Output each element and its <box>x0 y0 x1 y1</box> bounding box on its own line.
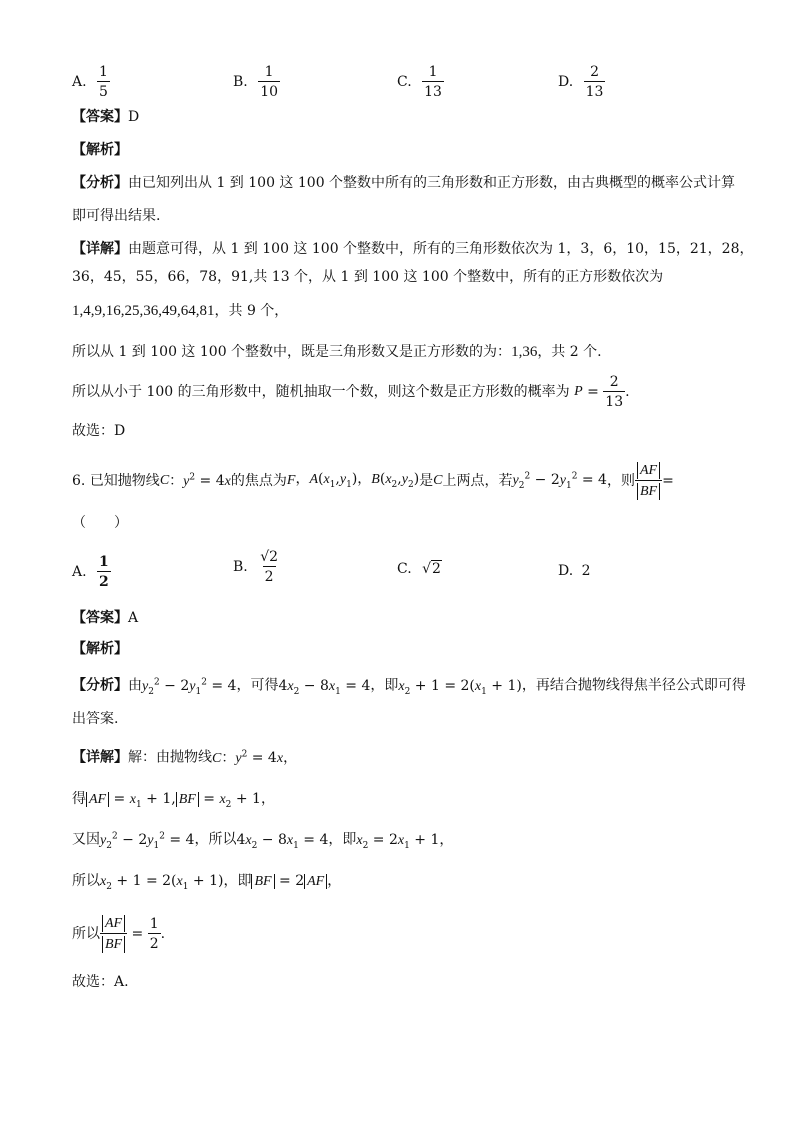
answer-value: D <box>128 109 140 125</box>
fraction <box>258 549 280 585</box>
fraction <box>584 64 606 100</box>
denominator: 13 <box>422 81 444 100</box>
radicand: 2 <box>432 561 441 577</box>
fraction <box>603 374 625 410</box>
q6-fenxi-line2 <box>72 712 118 726</box>
xiangjie-text: 36，45，55，66，78，91,共 13 个，从 1 到 100 这 100 个整数中，所有的正方形数依次为 <box>72 269 664 285</box>
text: ，可得 <box>236 677 279 694</box>
option-label: D. <box>558 563 574 579</box>
prob-symbol: P <box>574 384 583 400</box>
text: 解：由抛物线 <box>128 749 212 766</box>
jiexi-tag: 【解析】 <box>72 641 128 657</box>
answer-tag: 【答案】 <box>72 610 128 626</box>
sqrt-expression: √2 <box>422 561 441 577</box>
q5-answer <box>72 110 139 124</box>
option-label: B. <box>233 559 248 576</box>
stem-text: 的焦点为 <box>230 473 287 490</box>
q6-fenxi-line1: 【分析】由$y_2^2 - 2y_1^2 = 4$，可得$4x_2 - 8x_1 = 4$，即$x_2 + 1 = 2(x_1 + 1)$，再结合抛物线得焦半径公式即可得 <box>72 677 746 697</box>
q5-option-c <box>397 64 444 100</box>
result-fraction: $\frac{1}{2}$ <box>149 916 159 953</box>
q5-fenxi-line1 <box>72 176 735 190</box>
q6-option-a <box>72 554 111 590</box>
fraction <box>97 64 110 100</box>
option-label: C. <box>397 74 412 91</box>
denominator: 13 <box>584 81 606 100</box>
xiangjie-text: ，共 9 个， <box>214 303 289 319</box>
q6-xiangjie-line4: 所以$x_2 + 1 = 2(x_1 + 1)$，即 BF = 2 AF ， <box>72 873 342 892</box>
text: 所以 <box>72 926 100 943</box>
fenxi-tag: 【分析】 <box>72 175 128 191</box>
numerator: 1 <box>99 554 109 570</box>
option-label: C. <box>397 561 412 577</box>
xiangjie-text: 由题意可得，从 1 到 100 这 100 个整数中，所有的三角形数依次为 1，3，6，10，15，21，28， <box>128 241 754 257</box>
q5-option-b <box>233 64 280 100</box>
q5-line5: 所以从小于 100 的三角形数中，随机抽取一个数，则这个数是正方形数的概率为 P = $\frac{2}{13}$ . <box>72 374 630 411</box>
stem-text: 上两点，若 <box>442 473 513 490</box>
q6-xiangjie-line2: 得 AF = $x_1 + 1$, BF = $x_2 + 1$， <box>72 791 275 810</box>
text: 所以 <box>72 873 100 889</box>
ratio-fraction: $\frac{AF}{BF}$ <box>635 462 662 500</box>
option-label: A. <box>72 564 87 581</box>
xiangjie-tag: 【详解】 <box>72 749 128 766</box>
q6-option-d <box>558 564 591 578</box>
q5-fenxi-line2 <box>72 209 160 223</box>
numerator: 1 <box>264 64 274 80</box>
option-label: B. <box>233 74 248 91</box>
q6-select <box>72 975 129 989</box>
text: ，即 <box>328 831 357 848</box>
text: ，再结合抛物线得焦半径公式即可得 <box>521 677 746 694</box>
numerator: √2 <box>260 549 279 565</box>
fenxi-tag: 【分析】 <box>72 677 128 694</box>
fraction <box>97 554 111 590</box>
var-f: F <box>286 473 296 489</box>
denominator: 5 <box>97 81 110 100</box>
stem-text: ，则 <box>606 473 635 490</box>
text: 由 <box>128 677 142 694</box>
select-text: 故选：D <box>72 423 126 439</box>
q5-jiexi-heading <box>72 143 128 157</box>
xiangjie-tag: 【详解】 <box>72 241 128 257</box>
q6-xiangjie-line5: 所以 $\frac{AF}{BF}$ = $\frac{1}{2}$ . <box>72 916 166 953</box>
stem-text: 是 <box>419 473 434 490</box>
q6-answer <box>72 611 138 625</box>
q5-xiangjie-line2 <box>72 270 663 284</box>
text: 所以从 1 到 100 这 100 个整数中，既是三角形数又是正方形数的为： <box>72 344 512 360</box>
math: 1,36 <box>511 344 538 360</box>
answer-paren: （ ） <box>72 515 128 531</box>
option-label: D. <box>558 74 574 91</box>
text: ，所以 <box>194 831 237 848</box>
text: 又因 <box>72 831 100 848</box>
option-value: 2 <box>581 563 591 579</box>
numerator: 2 <box>590 64 600 80</box>
ratio-fraction: $\frac{AF}{BF}$ <box>100 915 127 953</box>
fraction <box>422 64 444 100</box>
q6-xiangjie-line3: 又因$y_2^2 - 2y_1^2 = 4$，所以$4x_2 - 8x_1 = 4$，即$x_2 = 2x_1 + 1$， <box>72 831 454 851</box>
q6-paren <box>72 516 128 530</box>
q5-option-d <box>558 64 605 100</box>
numerator: 1 <box>428 64 438 80</box>
q5-line4 <box>72 345 602 360</box>
text: 所以从小于 100 的三角形数中，随机抽取一个数，则这个数是正方形数的概率为 <box>72 384 570 401</box>
jiexi-tag: 【解析】 <box>72 142 128 158</box>
square-number-list: 1,4,9,16,25,36,49,64,81 <box>72 303 215 319</box>
select-text: 故选：A. <box>72 974 129 990</box>
text: 出答案. <box>72 711 119 727</box>
stem-text: 已知抛物线 <box>89 473 160 490</box>
numerator: 2 <box>609 374 619 390</box>
q6-jiexi-heading <box>72 642 128 656</box>
option-label: A. <box>72 74 87 91</box>
denominator: 10 <box>258 81 280 100</box>
fenxi-text-cont: 即可得出结果. <box>72 208 161 224</box>
q5-option-a <box>72 64 110 100</box>
q6-stem: 6. 已知抛物线C：$y^2 = 4x$的焦点为F，$A(x_1,y_1)$，$B(x_2,y_2)$是C上两点，若$y_2^2 - 2y_1^2 = 4$，则 $\frac{AF}{BF}$ = <box>72 463 674 500</box>
denominator: 2 <box>263 566 276 585</box>
answer-tag: 【答案】 <box>72 109 128 125</box>
var-c: C <box>159 473 170 489</box>
denominator: 13 <box>603 391 625 410</box>
denominator: 2 <box>97 571 111 590</box>
text: ，共 2 个. <box>537 344 602 360</box>
q5-xiangjie-line1 <box>72 242 753 256</box>
fenxi-text: 由已知列出从 1 到 100 这 100 个整数中所有的三角形数和正方形数，由古典概型的概率公式计算 <box>128 175 736 191</box>
q6-option-c <box>397 562 442 576</box>
fraction <box>258 64 280 100</box>
q5-xiangjie-line3 <box>72 304 288 319</box>
question-number: 6. <box>72 473 86 490</box>
q5-select <box>72 424 125 438</box>
numerator: 1 <box>99 64 108 80</box>
text: 得 <box>72 791 86 807</box>
answer-value: A <box>128 610 139 626</box>
q6-option-b <box>233 549 280 585</box>
text: ，即 <box>223 873 252 889</box>
q6-xiangjie-line1: 【详解】解：由抛物线C：$y^2 = 4x$， <box>72 749 298 766</box>
text: ，即 <box>370 677 399 694</box>
